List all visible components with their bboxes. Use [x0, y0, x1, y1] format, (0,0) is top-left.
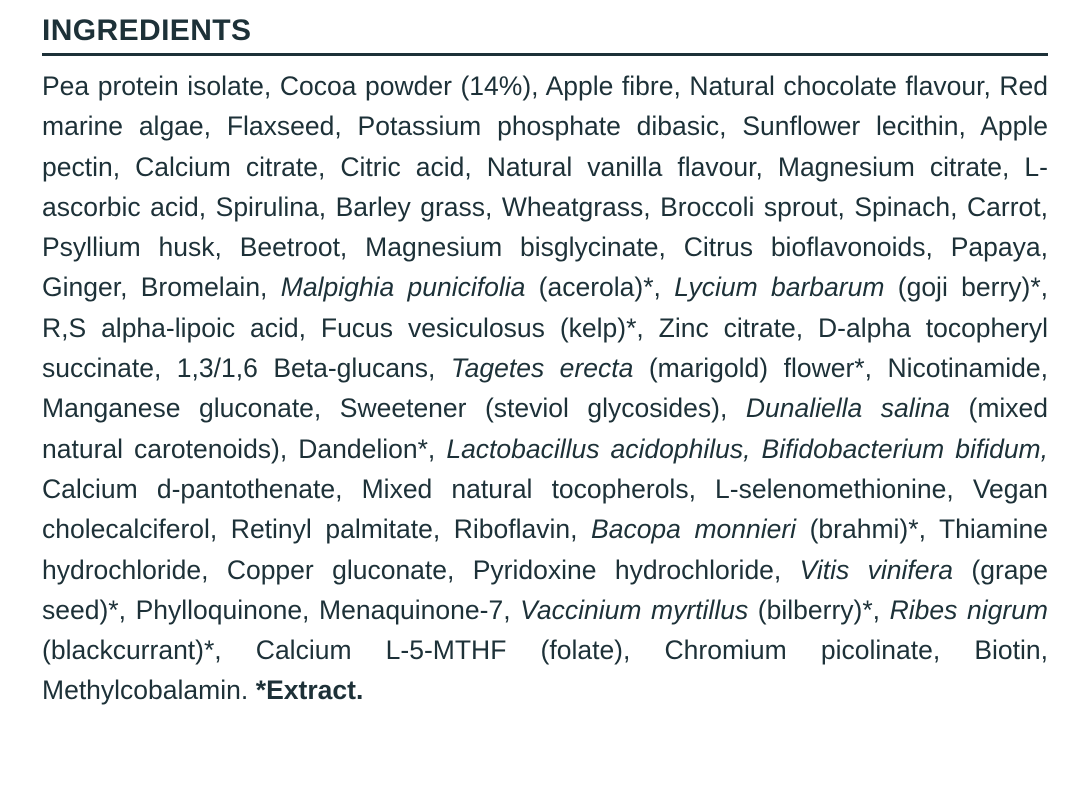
ingredients-segment: Malpighia punicifolia: [280, 272, 526, 303]
ingredients-segment: *Extract.: [255, 675, 364, 706]
ingredients-segment: Vaccinium myrtillus: [520, 594, 749, 625]
ingredients-segment: Dunaliella salina: [745, 393, 950, 424]
ingredients-segment: Ribes nigrum: [889, 594, 1048, 625]
ingredients-segment: (mixed natural carotenoids), Dandelion*,: [42, 393, 1049, 464]
ingredients-segment: Tagetes erecta: [450, 353, 634, 384]
ingredients-segment: (bilberry)*,: [748, 594, 890, 625]
ingredients-segment: Pea protein isolate, Cocoa powder (14%), Apple fibre, Natural chocolate flavour, Red marine algae, Flaxseed, Potassium phosphate dibasic, Sunflower lecithin, Apple pectin, Calcium citrate, Citric acid, Natural vanilla flavour, Magnesium citrate, L-ascorbic acid, Spirulina, Barley grass, Wheatgrass, Broccoli sprout, Spinach, Carrot, Psyllium husk, Beetroot, Magnesium bisglycinate, Citrus bioflavonoids, Papaya, Ginger, Bromelain,: [42, 71, 1048, 303]
ingredients-segment: (acerola)*,: [525, 272, 675, 303]
ingredients-segment: Vitis vinifera: [799, 554, 954, 585]
ingredients-segment: (marigold) flower*, Nicotinamide, Manganese gluconate, Sweetener (steviol glycosides),: [42, 353, 1048, 424]
ingredients-segment: Bacopa monnieri: [591, 514, 797, 545]
ingredients-segment: (blackcurrant)*, Calcium L-5-MTHF (folate), Chromium picolinate, Biotin, Methylcobalamin.: [42, 635, 1048, 706]
page-title: INGREDIENTS: [42, 14, 252, 47]
ingredients-segment: Lycium barbarum: [674, 272, 885, 303]
ingredients-segment: Lactobacillus acidophilus, Bifidobacterium bifidum,: [446, 433, 1048, 464]
ingredients-segment: (brahmi)*, Thiamine hydrochloride, Copper gluconate, Pyridoxine hydrochloride,: [42, 514, 1048, 585]
ingredients-segment: (grape seed)*, Phylloquinone, Menaquinone-7,: [42, 554, 1048, 625]
ingredients-body: [42, 66, 1048, 711]
ingredients-segment: Calcium d-pantothenate, Mixed natural tocopherols, L-selenomethionine, Vegan cholecalciferol, Retinyl palmitate, Riboflavin,: [42, 473, 1048, 545]
title-divider: [42, 53, 1048, 56]
ingredients-segment: (goji berry)*, R,S alpha-lipoic acid, Fucus vesiculosus (kelp)*, Zinc citrate, D-alpha tocopheryl succinate, 1,3/1,6 Beta-glucans,: [42, 272, 1049, 384]
